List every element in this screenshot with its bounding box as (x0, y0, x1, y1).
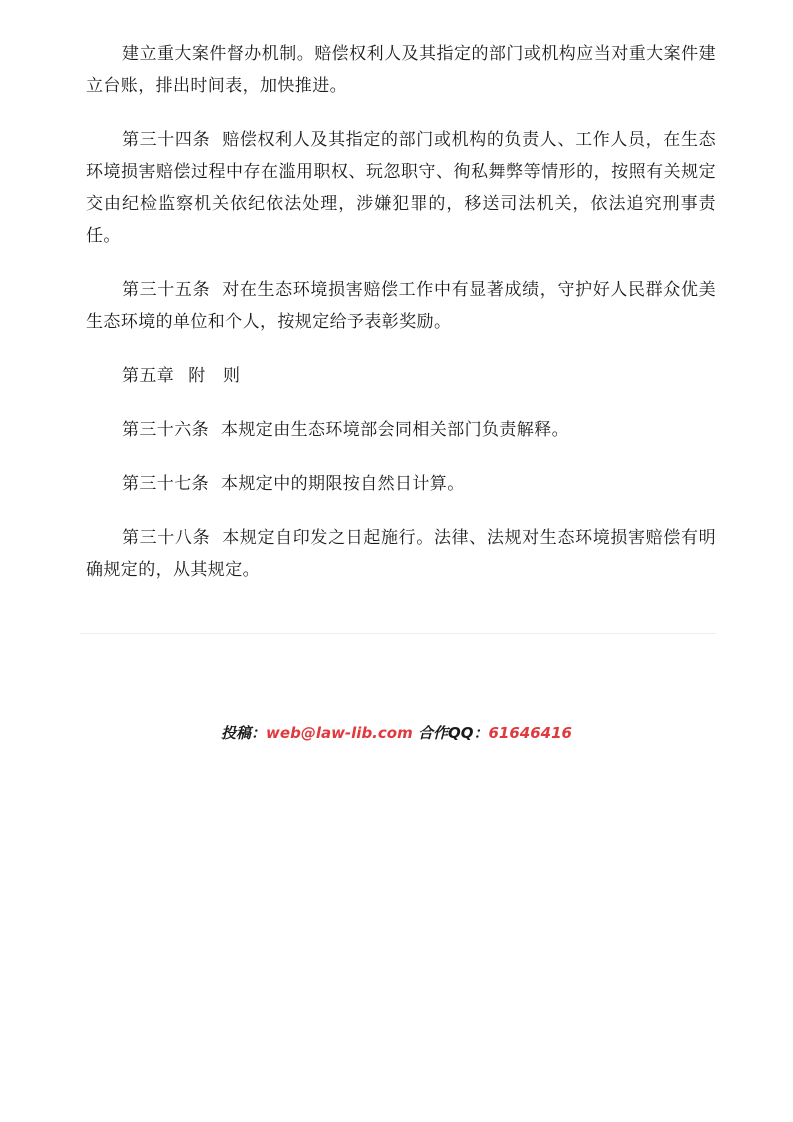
article-text: 对在生态环境损害赔偿工作中有显著成绩，守护好人民群众优美生态环境的单位和个人，按规定给予表彰奖励。 (86, 280, 716, 332)
document-body (86, 38, 716, 608)
article-number: 第三十七条 (122, 474, 209, 494)
paragraph-continued (86, 38, 716, 102)
paragraph-text: 建立重大案件督办机制。赔偿权利人及其指定的部门或机构应当对重大案件建立台账，排出时间表，加快推进。 (86, 44, 716, 96)
article-text: 本规定自印发之日起施行。法律、法规对生态环境损害赔偿有明确规定的，从其规定。 (86, 528, 716, 580)
chapter-title: 附 则 (188, 366, 241, 386)
chapter-number: 第五章 (122, 366, 175, 386)
article-number: 第三十八条 (122, 528, 211, 548)
article-text: 本规定中的期限按自然日计算。 (221, 474, 465, 494)
article-36 (86, 414, 716, 446)
article-37 (86, 468, 716, 500)
article-number: 第三十五条 (122, 280, 211, 300)
qq-number: 61646416 (488, 724, 572, 742)
qq-label: 合作QQ： (417, 724, 489, 742)
footer-contact (0, 720, 793, 746)
article-35 (86, 274, 716, 338)
footer-divider (80, 633, 716, 634)
chapter-heading (86, 360, 716, 392)
article-number: 第三十六条 (122, 420, 209, 440)
article-text: 本规定由生态环境部会同相关部门负责解释。 (221, 420, 569, 440)
email-link[interactable]: web@law-lib.com (266, 724, 413, 742)
article-34 (86, 124, 716, 252)
article-38 (86, 522, 716, 586)
submit-label: 投稿： (221, 724, 267, 742)
article-text: 赔偿权利人及其指定的部门或机构的负责人、工作人员，在生态环境损害赔偿过程中存在滥用职权、玩忽职守、徇私舞弊等情形的，按照有关规定交由纪检监察机关依纪依法处理，涉嫌犯罪的，移送司法机关，依法追究刑事责任。 (86, 130, 716, 246)
article-number: 第三十四条 (122, 130, 211, 150)
